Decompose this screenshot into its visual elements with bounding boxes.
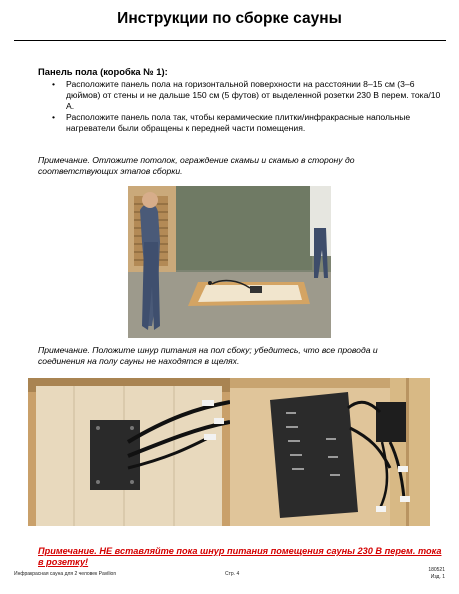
page-title: Инструкции по сборке сауны	[117, 10, 342, 27]
list-item-text: Расположите панель пола так, чтобы керамические плитки/инфракрасные напольные нагреватели были обращены к передней части помещения.	[66, 112, 411, 133]
power-cable-right-photo	[230, 378, 430, 526]
section-heading: Панель пола (коробка № 1):	[38, 66, 168, 77]
instruction-list	[42, 79, 442, 134]
note-power-cord: Примечание. Положите шнур питания на пол сбоку; убедитесь, что все провода и соединения на полу сауны не находятся в щелях.	[38, 345, 378, 366]
power-cable-left-photo	[28, 378, 230, 526]
list-item	[42, 112, 442, 134]
footer-product: Инфракрасная сауна для 2 человек Pavilion	[14, 571, 117, 577]
note-ceiling: Примечание. Отложите потолок, ограждение скамьи и скамью в сторону до соответствующих этапов сборки.	[38, 155, 355, 176]
floor-panel-room-photo	[128, 186, 331, 338]
footer-code: 180521	[428, 567, 445, 573]
footer-revision	[428, 567, 445, 580]
bullet-icon: •	[52, 112, 56, 122]
bullet-icon: •	[52, 79, 56, 89]
list-item	[42, 79, 442, 112]
warning-note: Примечание. НЕ вставляйте пока шнур питания помещения сауны 230 В перем. тока в розетку!	[38, 546, 442, 567]
list-item-text: Расположите панель пола на горизонтальной поверхности на расстоянии 8–15 см (3–6 дюймов) от стены и не дальше 150 см (5 футов) от выделенной розетки 230 В перем. тока/10 А.	[66, 79, 441, 111]
footer-edition: Изд. 1	[430, 573, 445, 580]
title-divider	[14, 40, 446, 41]
footer-page-number: Стр. 4	[225, 571, 240, 577]
